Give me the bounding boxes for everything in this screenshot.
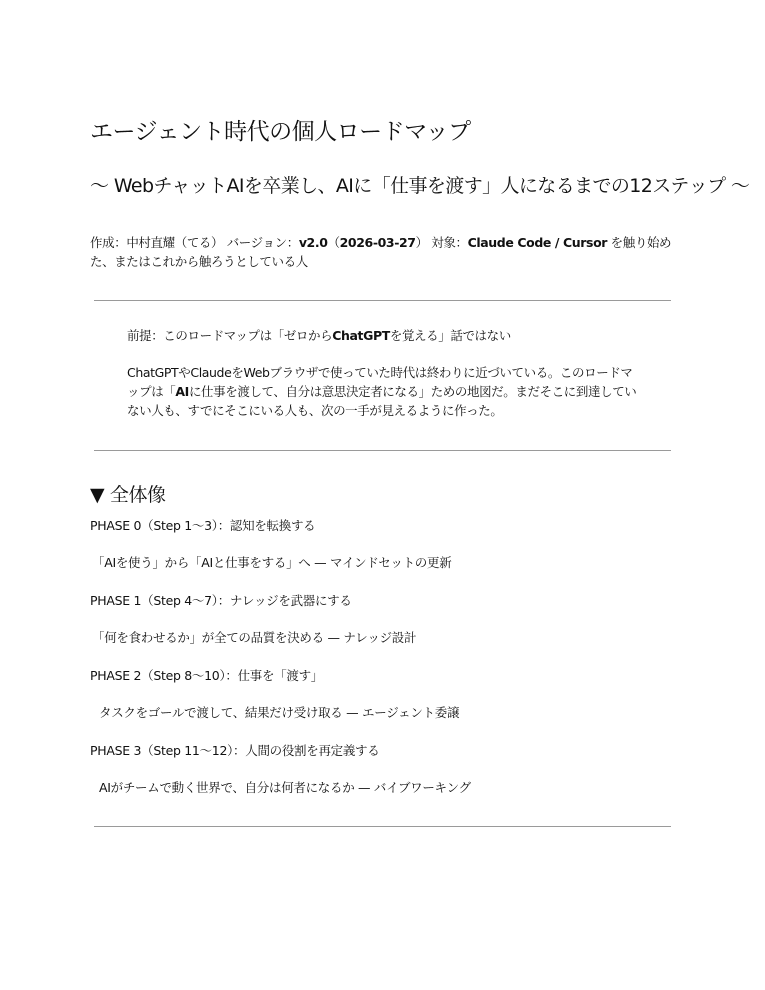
divider-top — [94, 300, 671, 301]
version-date: 2026-03-27 — [339, 235, 416, 250]
audience-tools: Claude Code / Cursor — [467, 235, 608, 250]
phase-1-description: 「何を食わせるか」が全ての品質を決める — ナレッジ設計 — [92, 630, 417, 645]
author-name: 中村直耀（てる） — [126, 235, 224, 250]
version-number: v2.0 — [298, 235, 328, 250]
premise-title-prefix: 前提：このロードマップは「ゼロから — [127, 328, 333, 343]
phase-0-description: 「AIを使う」から「AIと仕事をする」へ — マインドセットの更新 — [92, 555, 452, 570]
page-title: エージェント時代の個人ロードマップ — [90, 119, 471, 145]
divider-bottom — [94, 826, 671, 827]
premise-body-bold: AI — [175, 384, 189, 399]
premise-body — [127, 363, 642, 420]
phase-3-title: PHASE 3（Step 11〜12）：人間の役割を再定義する — [90, 743, 380, 758]
phase-2-description: タスクをゴールで渡して、結果だけ受け取る — エージェント委譲 — [99, 705, 460, 720]
phase-2-title: PHASE 2（Step 8〜10）：仕事を「渡す」 — [90, 668, 323, 683]
premise-title-suffix: を覚える」話ではない — [389, 328, 511, 343]
version-label: バージョン： — [226, 235, 299, 250]
premise-title-bold: ChatGPT — [332, 328, 390, 343]
premise-body-part2: に仕事を渡して、自分は意思決定者になる」ための地図だ。まだそこに到達していない人も、すでにそこにいる人も、次の一手が見えるように作った。 — [127, 384, 637, 418]
phase-0-title: PHASE 0（Step 1〜3）：認知を転換する — [90, 518, 316, 533]
divider-middle — [94, 450, 671, 451]
overview-heading: ▼ 全体像 — [90, 484, 166, 506]
premise-title — [127, 326, 511, 344]
phase-3-description: AIがチームで動く世界で、自分は何者になるか — バイブワーキング — [99, 780, 471, 795]
audience-label: 対象： — [431, 235, 468, 250]
audience-description: を触り始めた、またはこれから触ろうとしている人 — [90, 235, 672, 269]
page-subtitle: 〜 WebチャットAIを卒業し、AIに「仕事を渡す」人になるまでの12ステップ 〜 — [90, 175, 750, 197]
premise-body-part1: ChatGPTやClaudeをWebブラウザで使っていた時代は終わりに近づいている。このロードマップは「 — [127, 365, 633, 399]
author-label: 作成： — [90, 235, 127, 250]
document-meta: 作成：中村直耀（てる） バージョン：v2.0（2026-03-27） 対象：Claude Code / Cursor を触り始めた、またはこれから触ろうとしている人 — [90, 235, 672, 269]
phase-1-title: PHASE 1（Step 4〜7）：ナレッジを武器にする — [90, 593, 352, 608]
